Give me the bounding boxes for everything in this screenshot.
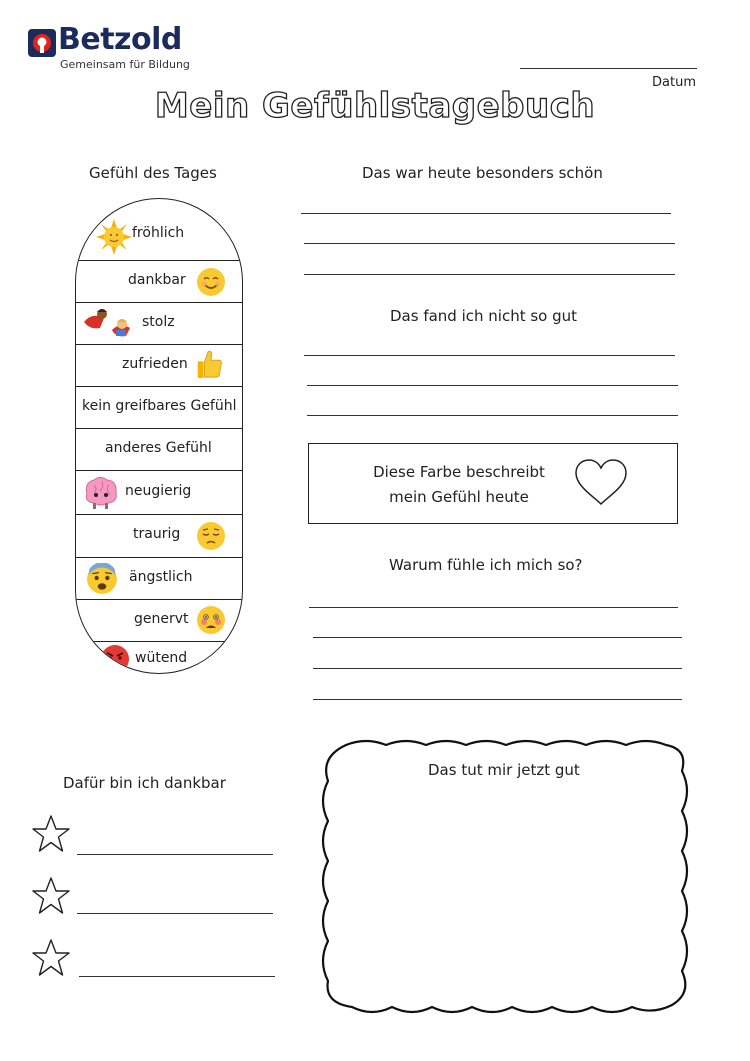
feelings-heading: Gefühl des Tages: [89, 164, 217, 182]
feeling-label: neugierig: [125, 483, 192, 499]
heart-icon[interactable]: [573, 458, 629, 508]
beautiful-line-3[interactable]: [304, 274, 675, 275]
not-good-heading: Das fand ich nicht so gut: [390, 307, 578, 325]
feeling-label: anderes Gefühl: [105, 440, 212, 456]
smiling-face-icon: [196, 267, 226, 297]
thumbs-up-icon: [194, 349, 224, 379]
sun-icon: [96, 219, 132, 255]
feeling-row-kein-greifbares[interactable]: [76, 386, 242, 428]
superhero-icon: [82, 306, 134, 340]
why-line-1[interactable]: [309, 607, 678, 608]
not-good-line-2[interactable]: [307, 385, 678, 386]
page-title: Mein Gefühlstagebuch: [154, 86, 596, 126]
feeling-row-aengstlich[interactable]: [76, 557, 242, 599]
feeling-label: fröhlich: [132, 225, 185, 241]
star-icon: [31, 876, 71, 916]
logo-word: Betzold: [58, 22, 182, 57]
color-box-line-1: Diese Farbe beschreibt: [373, 463, 545, 481]
feeling-label: traurig: [133, 526, 181, 542]
not-good-line-3[interactable]: [307, 415, 678, 416]
grateful-heading: Dafür bin ich dankbar: [63, 774, 226, 792]
feeling-label: zufrieden: [122, 356, 188, 372]
star-icon: [31, 938, 71, 978]
pensive-face-icon: [196, 521, 226, 551]
feeling-row-genervt[interactable]: [76, 599, 242, 641]
grateful-line-2[interactable]: [77, 913, 273, 914]
logo-mark-icon: [28, 29, 56, 57]
brain-icon: [82, 475, 120, 511]
feeling-row-wuetend[interactable]: [76, 641, 242, 674]
date-label: Datum: [652, 75, 696, 90]
feeling-row-zufrieden[interactable]: [76, 344, 242, 386]
feeling-label: ängstlich: [129, 569, 193, 585]
why-heading: Warum fühle ich mich so?: [389, 556, 583, 574]
feeling-row-dankbar[interactable]: [76, 260, 242, 302]
anxious-face-icon: [86, 563, 118, 595]
feeling-row-anderes[interactable]: [76, 428, 242, 470]
grateful-line-3[interactable]: [79, 976, 275, 977]
grateful-line-1[interactable]: [77, 854, 273, 855]
feeling-row-froehlich[interactable]: [76, 198, 242, 260]
feelings-list: [75, 198, 243, 674]
feeling-row-neugierig[interactable]: [76, 470, 242, 514]
color-box[interactable]: [308, 443, 678, 524]
why-line-3[interactable]: [313, 668, 682, 669]
feeling-label: stolz: [142, 314, 175, 330]
beautiful-line-2[interactable]: [304, 243, 675, 244]
date-line[interactable]: [520, 68, 697, 69]
why-line-2[interactable]: [313, 637, 682, 638]
feeling-label: kein greifbares Gefühl: [82, 398, 237, 414]
feeling-label: genervt: [134, 611, 189, 627]
angry-face-icon: [100, 644, 130, 674]
cloud-frame[interactable]: [316, 737, 694, 1019]
feeling-row-stolz[interactable]: [76, 302, 242, 344]
annoyed-face-icon: [196, 605, 226, 635]
color-box-line-2: mein Gefühl heute: [389, 488, 529, 506]
feeling-label: wütend: [135, 650, 188, 666]
why-line-4[interactable]: [313, 699, 682, 700]
feeling-row-traurig[interactable]: [76, 514, 242, 557]
star-icon: [31, 814, 71, 854]
beautiful-heading: Das war heute besonders schön: [362, 164, 603, 182]
logo-tagline: Gemeinsam für Bildung: [60, 58, 190, 71]
not-good-line-1[interactable]: [304, 355, 675, 356]
beautiful-line-1[interactable]: [301, 213, 671, 214]
feeling-label: dankbar: [128, 272, 186, 288]
feel-good-heading: Das tut mir jetzt gut: [428, 761, 580, 779]
